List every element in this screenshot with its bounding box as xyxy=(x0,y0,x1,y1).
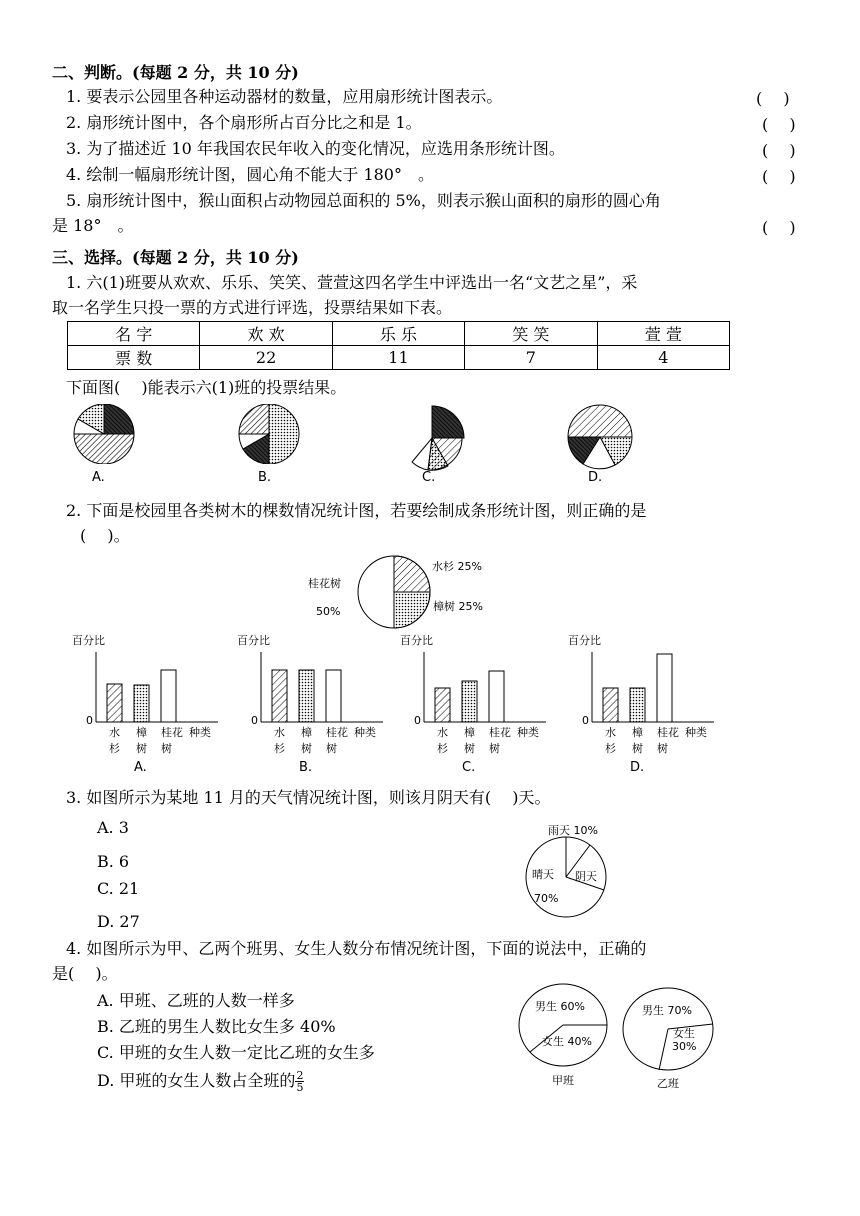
table-cell: 4 xyxy=(597,346,729,370)
q3-3-choice-c[interactable]: C. 21 xyxy=(97,879,140,898)
q3-3-choice-b[interactable]: B. 6 xyxy=(97,852,130,871)
axis-ylabel: 百分比 xyxy=(400,634,433,647)
q3-4-choice-c[interactable]: C. 甲班的女生人数一定比乙班的女生多 xyxy=(97,1043,375,1062)
q2-1-text: 1. 要表示公园里各种运动器材的数量，应用扇形统计图表示。 xyxy=(66,87,503,106)
table-cell: 22 xyxy=(200,346,332,370)
tick-label: 树 xyxy=(657,742,668,755)
q3-4-choice-a[interactable]: A. 甲班、乙班的人数一样多 xyxy=(97,991,295,1010)
q1-option-d[interactable]: D. xyxy=(588,470,603,485)
q1-option-a[interactable]: A. xyxy=(92,470,105,485)
q1-option-b[interactable]: B. xyxy=(258,470,272,485)
tick-label: 桂花 xyxy=(161,726,183,739)
yi-label-female-pct: 30% xyxy=(672,1040,697,1053)
bar xyxy=(435,688,450,722)
tick-label: 水 xyxy=(109,726,120,739)
q1-pie-a xyxy=(70,404,140,464)
q3-1-line1: 1. 六(1)班要从欢欢、乐乐、笑笑、萱萱这四名学生中评选出一名“文艺之星”，采 xyxy=(66,273,638,292)
table-cell: 11 xyxy=(332,346,464,370)
axis-ylabel: 百分比 xyxy=(72,634,105,647)
q3-3-choice-d[interactable]: D. 27 xyxy=(97,912,140,931)
weather-label-sunny: 晴天 xyxy=(532,868,554,881)
tick-label: 桂花 xyxy=(657,726,679,739)
axis-zero: 0 xyxy=(251,714,258,727)
q3-4-line2: 是( )。 xyxy=(52,964,118,983)
tick-label: 树 xyxy=(326,742,337,755)
axis-xlabel: 种类 xyxy=(685,726,707,739)
table-cell: 票 数 xyxy=(68,346,200,370)
q3-1-prompt: 下面图( )能表示六(1)班的投票结果。 xyxy=(66,378,347,397)
q2-5-text: 5. 扇形统计图中，猴山面积占动物园总面积的 5%，则表示猴山面积的扇形的圆心角 xyxy=(66,191,661,210)
axis-zero: 0 xyxy=(582,714,589,727)
pie-label-guihua: 桂花树 xyxy=(308,577,341,590)
table-cell: 名 字 xyxy=(68,322,200,346)
bar-chart-option[interactable] xyxy=(398,630,553,780)
pie-label-zhangshu: 樟树 25% xyxy=(433,600,483,613)
q2-3-answer[interactable]: ( ) xyxy=(762,141,796,160)
tick-label: 桂花 xyxy=(489,726,511,739)
q2-tree-pie xyxy=(356,554,432,630)
axis-ylabel: 百分比 xyxy=(237,634,270,647)
tick-label: 树 xyxy=(464,742,475,755)
tick-label: 樟 xyxy=(464,726,475,739)
option-label: B. xyxy=(299,760,313,775)
bar xyxy=(161,670,176,722)
section3-title: 三、选择。(每题 2 分，共 10 分) xyxy=(52,248,299,267)
bar xyxy=(603,688,618,722)
axis-zero: 0 xyxy=(86,714,93,727)
table-row xyxy=(68,346,730,370)
bar xyxy=(630,688,645,722)
tick-label: 杉 xyxy=(605,742,616,755)
votes-table xyxy=(67,321,730,370)
q2-3-text: 3. 为了描述近 10 年我国农民年收入的变化情况，应选用条形统计图。 xyxy=(66,139,565,158)
q3-2-line1: 2. 下面是校园里各类树木的棵数情况统计图，若要绘制成条形统计图，则正确的是 xyxy=(66,501,647,520)
bar-chart-option[interactable] xyxy=(70,630,225,780)
tick-label: 水 xyxy=(437,726,448,739)
bar-chart-option[interactable] xyxy=(566,630,721,780)
axis-xlabel: 种类 xyxy=(517,726,539,739)
tick-label: 樟 xyxy=(136,726,147,739)
jia-label-male: 男生 60% xyxy=(535,1000,585,1013)
axis-xlabel: 种类 xyxy=(354,726,376,739)
table-cell: 7 xyxy=(465,346,597,370)
pie-label-shuishan: 水杉 25% xyxy=(432,560,482,573)
q2-1-answer[interactable]: ( ) xyxy=(756,89,790,108)
q3-4-choice-d-text: D. 甲班的女生人数占全班的 xyxy=(97,1071,296,1090)
weather-label-sunny-pct: 70% xyxy=(534,892,559,905)
q4-pie-jia xyxy=(517,982,609,1068)
q1-pie-c xyxy=(398,404,468,474)
q1-option-c[interactable]: C. xyxy=(422,470,436,485)
option-label: C. xyxy=(462,760,476,775)
q3-3-choice-a[interactable]: A. 3 xyxy=(97,818,129,837)
q3-1-line2: 取一名学生只投一票的方式进行评选，投票结果如下表。 xyxy=(52,298,453,317)
tick-label: 树 xyxy=(632,742,643,755)
q1-pie-d xyxy=(565,404,637,470)
table-row xyxy=(68,322,730,346)
bar xyxy=(272,670,287,722)
bar-chart-option[interactable] xyxy=(235,630,390,780)
bar xyxy=(657,654,672,722)
bar xyxy=(107,684,122,722)
q3-3-stem: 3. 如图所示为某地 11 月的天气情况统计图，则该月阴天有( )天。 xyxy=(66,788,551,807)
q1-pie-b xyxy=(235,404,305,464)
weather-label-rain: 雨天 10% xyxy=(548,824,598,837)
q4-pie-yi xyxy=(621,986,715,1072)
fraction-num: 2 xyxy=(296,1069,304,1082)
tick-label: 樟 xyxy=(301,726,312,739)
tick-label: 杉 xyxy=(437,742,448,755)
option-label: A. xyxy=(134,760,147,775)
yi-label-female: 女生 xyxy=(673,1027,695,1040)
tick-label: 樟 xyxy=(632,726,643,739)
q3-4-line1: 4. 如图所示为甲、乙两个班男、女生人数分布情况统计图，下面的说法中，正确的 xyxy=(66,939,647,958)
section2-title: 二、判断。(每题 2 分，共 10 分) xyxy=(52,63,299,82)
yi-label-male: 男生 70% xyxy=(642,1004,692,1017)
bar xyxy=(299,670,314,722)
q2-5-answer[interactable]: ( ) xyxy=(762,218,796,237)
tick-label: 杉 xyxy=(274,742,285,755)
tick-label: 树 xyxy=(161,742,172,755)
fraction-den: 5 xyxy=(296,1081,304,1094)
axis-xlabel: 种类 xyxy=(189,726,211,739)
table-cell: 萱 萱 xyxy=(597,322,729,346)
jia-label-name: 甲班 xyxy=(552,1074,574,1087)
q2-4-text: 4. 绘制一幅扇形统计图，圆心角不能大于 180° 。 xyxy=(66,165,434,184)
jia-label-female: 女生 40% xyxy=(542,1035,592,1048)
axis-zero: 0 xyxy=(414,714,421,727)
q2-2-text: 2. 扇形统计图中，各个扇形所占百分比之和是 1。 xyxy=(66,113,422,132)
fraction xyxy=(295,1070,304,1093)
table-cell: 笑 笑 xyxy=(465,322,597,346)
pie-label-guihua-pct: 50% xyxy=(316,605,341,618)
tick-label: 树 xyxy=(301,742,312,755)
q3-2-line2: ( )。 xyxy=(80,526,130,545)
tick-label: 树 xyxy=(489,742,500,755)
yi-label-name: 乙班 xyxy=(657,1077,679,1090)
table-cell: 乐 乐 xyxy=(332,322,464,346)
bar xyxy=(134,685,149,722)
option-label: D. xyxy=(630,760,645,775)
q2-4-answer[interactable]: ( ) xyxy=(762,167,796,186)
q3-4-choice-b[interactable]: B. 乙班的男生人数比女生多 40% xyxy=(97,1017,336,1036)
tick-label: 水 xyxy=(274,726,285,739)
table-cell: 欢 欢 xyxy=(200,322,332,346)
q2-5-text2: 是 18° 。 xyxy=(52,216,134,235)
q3-4-choice-d[interactable] xyxy=(97,1070,304,1093)
tick-label: 杉 xyxy=(109,742,120,755)
tick-label: 树 xyxy=(136,742,147,755)
q2-2-answer[interactable]: ( ) xyxy=(762,115,796,134)
tick-label: 桂花 xyxy=(326,726,348,739)
weather-label-cloudy: 阴天 xyxy=(575,870,597,883)
bar xyxy=(489,671,504,722)
bar xyxy=(462,681,477,722)
bar xyxy=(326,670,341,722)
tick-label: 水 xyxy=(605,726,616,739)
axis-ylabel: 百分比 xyxy=(568,634,601,647)
